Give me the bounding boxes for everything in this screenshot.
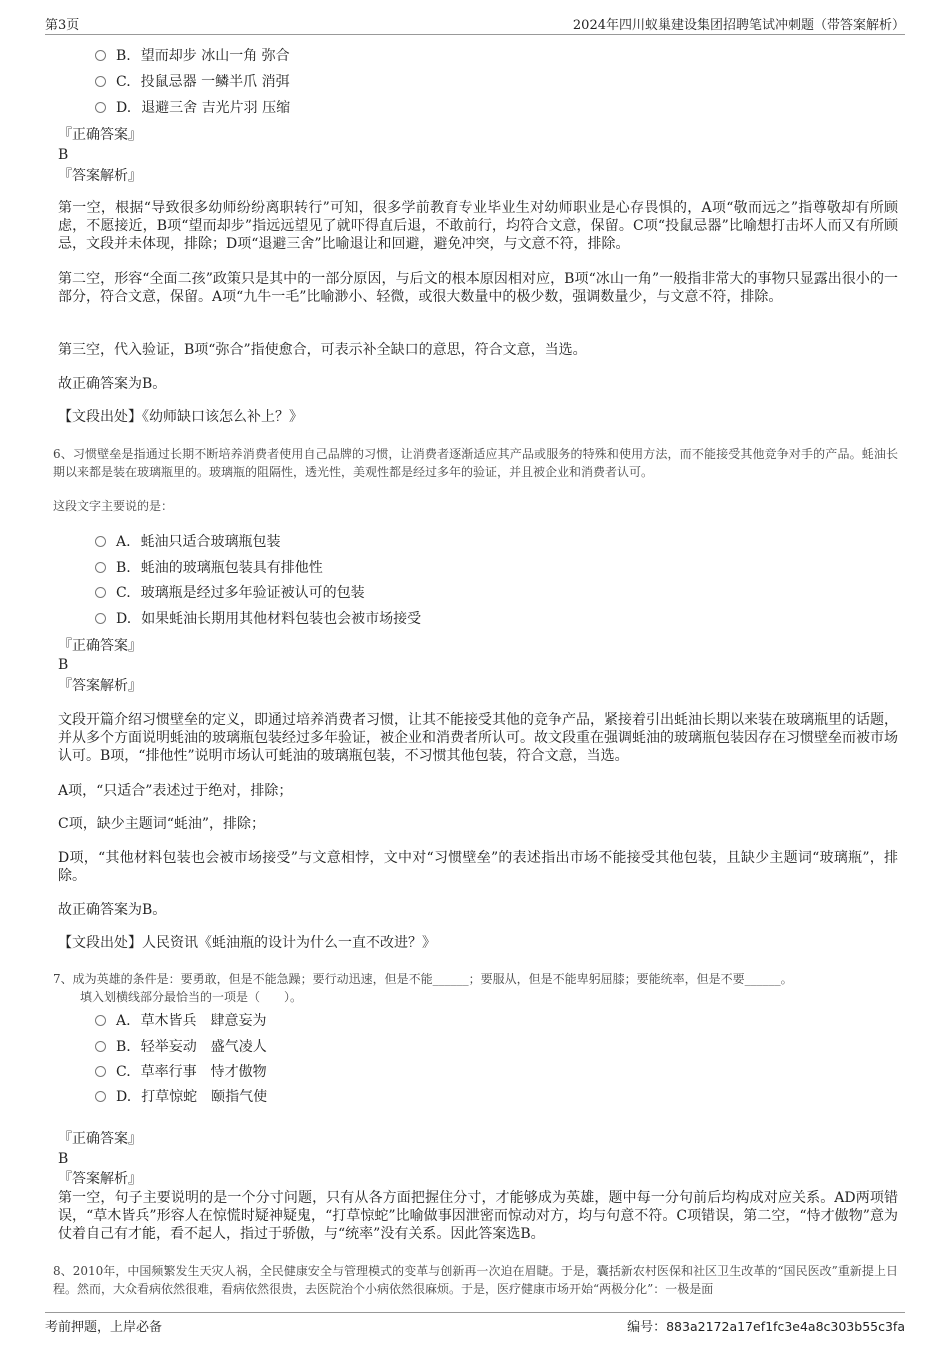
analysis-paragraph: 文段开篇介绍习惯壁垒的定义，即通过培养消费者习惯，让其不能接受其他的竞争产品，紧接着引出蚝油长期以来装在玻璃瓶里的话题，并从多个方面说明蚝油的玻璃瓶包装经过多年验证，被企业和消费者所认可。故文段重在强调蚝油的玻璃瓶包装因存在习惯壁垒而被市场认可。B项，“排他性”说明市场认可蚝油的玻璃瓶包装，不习惯其他包装，符合文意，当选。 xyxy=(58,712,898,764)
option-a[interactable]: A. 蚝油只适合玻璃瓶包装 xyxy=(95,532,281,552)
analysis-paragraph: 第三空，代入验证，B项“弥合”指使愈合，可表示补全缺口的意思，符合文意，当选。 xyxy=(58,342,587,358)
answer-label: 『正确答案』 xyxy=(58,1131,142,1147)
question-8-text: 8、2010年，中国频繁发生天灾人祸，全民健康安全与管理模式的变革与创新再一次迫在眉睫。于是，囊括新农村医保和社区卫生改革的“国民医改”重新提上日程。然而，大众看病依然很难，看病依然很贵，去医院治个小病依然很麻烦。于是，医疗健康市场开始“两极分化”：一极是面 xyxy=(53,1264,898,1296)
analysis-paragraph: 第二空，形容“全面二孩”政策只是其中的一部分原因，与后文的根本原因相对应，B项“冰山一角”一般指非常大的事物只显露出很小的一部分，符合文意，保留。A项“九牛一毛”比喻渺小、轻微，或很大数量中的极少数，强调数量少，与文意不符，排除。 xyxy=(58,271,898,305)
option-a[interactable]: A. 草木皆兵 肆意妄为 xyxy=(95,1011,267,1031)
radio-icon[interactable] xyxy=(95,536,106,547)
option-c[interactable]: C. 草率行事 恃才傲物 xyxy=(95,1062,267,1082)
option-d[interactable]: D. 退避三舍 吉光片羽 压缩 xyxy=(95,98,290,118)
radio-icon[interactable] xyxy=(95,613,106,624)
answer-label: 『正确答案』 xyxy=(58,127,142,143)
question-7-stem: 7、成为英雄的条件是：要勇敢，但是不能急躁；要行动迅速，但是不能______；要服从，但是不能卑躬屈膝；要能统率，但是不要______。 xyxy=(53,972,793,986)
option-d[interactable]: D. 打草惊蛇 颐指气使 xyxy=(95,1087,267,1107)
analysis-paragraph: 第一空，根据“导致很多幼师纷纷离职转行”可知，很多学前教育专业毕业生对幼师职业是心存畏惧的，A项“敬而远之”指尊敬却有所顾虑，不愿接近，B项“望而却步”指远远望见了就吓得直后退，不敢前行，均符合文意，保留。C项“投鼠忌器”比喻想打击坏人而又有所顾忌，文段并未体现，排除；D项“退避三舍”比喻退让和回避，避免冲突，与文意不符，排除。 xyxy=(58,200,898,252)
document-title: 2024年四川蚁巢建设集团招聘笔试冲刺题（带答案解析） xyxy=(572,18,905,33)
radio-icon[interactable] xyxy=(95,587,106,598)
radio-icon[interactable] xyxy=(95,1041,106,1052)
answer-value: B xyxy=(58,657,69,673)
analysis-paragraph: 第一空，句子主要说明的是一个分寸问题，只有从各方面把握住分寸，才能够成为英雄，题中每一分句前后均构成对应关系。AD两项错误，“草木皆兵”形容人在惊慌时疑神疑鬼，“打草惊蛇”比喻做事因泄密而惊动对方，均与句意不符。C项错误，第二空，“恃才傲物”意为仗着自己有才能，看不起人，指过于骄傲，与“统率”没有关系。因此答案选B。 xyxy=(58,1190,898,1242)
question-6-text: 6、习惯壁垒是指通过长期不断培养消费者使用自己品牌的习惯，让消费者逐渐适应其产品或服务的特殊和使用方法，而不能接受其他竞争对手的产品。蚝油长期以来都是装在玻璃瓶里的。玻璃瓶的阻隔性，透光性，美观性都是经过多年的验证，并且被企业和消费者认可。 xyxy=(53,447,898,479)
source-citation: 【文段出处】《幼师缺口该怎么补上？》 xyxy=(58,409,303,425)
radio-icon[interactable] xyxy=(95,1091,106,1102)
page-number: 第3页 xyxy=(45,18,80,33)
source-citation: 【文段出处】人民资讯《蚝油瓶的设计为什么一直不改进？》 xyxy=(58,935,436,951)
radio-icon[interactable] xyxy=(95,50,106,61)
option-b[interactable]: B. 望而却步 冰山一角 弥合 xyxy=(95,46,290,66)
question-7-text xyxy=(53,970,898,1006)
radio-icon[interactable] xyxy=(95,562,106,573)
option-d[interactable]: D. 如果蚝油长期用其他材料包装也会被市场接受 xyxy=(95,609,421,629)
page-header xyxy=(45,14,905,35)
option-c[interactable]: C. 玻璃瓶是经过多年验证被认可的包装 xyxy=(95,583,365,603)
analysis-paragraph: A项，“只适合”表述过于绝对，排除； xyxy=(58,783,293,799)
document-code xyxy=(627,1316,905,1335)
code-value: 883a2172a17ef1fc3e4a8c303b55c3fa xyxy=(666,1319,905,1334)
option-b[interactable]: B. 轻举妄动 盛气凌人 xyxy=(95,1037,267,1057)
analysis-paragraph: 故正确答案为B。 xyxy=(58,902,167,918)
option-b[interactable]: B. 蚝油的玻璃瓶包装具有排他性 xyxy=(95,558,323,578)
code-label: 编号： xyxy=(627,1320,667,1335)
answer-value: B xyxy=(58,1151,69,1167)
footer-slogan: 考前押题，上岸必备 xyxy=(45,1320,163,1335)
radio-icon[interactable] xyxy=(95,76,106,87)
option-c[interactable]: C. 投鼠忌器 一鳞半爪 消弭 xyxy=(95,72,290,92)
radio-icon[interactable] xyxy=(95,1015,106,1026)
analysis-paragraph: 故正确答案为B。 xyxy=(58,376,167,392)
analysis-label: 『答案解析』 xyxy=(58,678,142,694)
analysis-paragraph: D项，“其他材料包装也会被市场接受”与文意相悖，文中对“习惯壁垒”的表述指出市场不能接受其他包装，且缺少主题词“玻璃瓶”，排除。 xyxy=(58,850,898,884)
answer-value: B xyxy=(58,147,69,163)
page-footer xyxy=(45,1312,905,1335)
radio-icon[interactable] xyxy=(95,1066,106,1077)
question-6-prompt: 这段文字主要说的是： xyxy=(53,499,174,513)
analysis-label: 『答案解析』 xyxy=(58,1171,142,1187)
radio-icon[interactable] xyxy=(95,102,106,113)
analysis-label: 『答案解析』 xyxy=(58,168,142,184)
analysis-paragraph: C项，缺少主题词“蚝油”，排除； xyxy=(58,816,266,832)
question-7-prompt: 填入划横线部分最恰当的一项是（ ）。 xyxy=(80,990,303,1004)
answer-label: 『正确答案』 xyxy=(58,638,142,654)
